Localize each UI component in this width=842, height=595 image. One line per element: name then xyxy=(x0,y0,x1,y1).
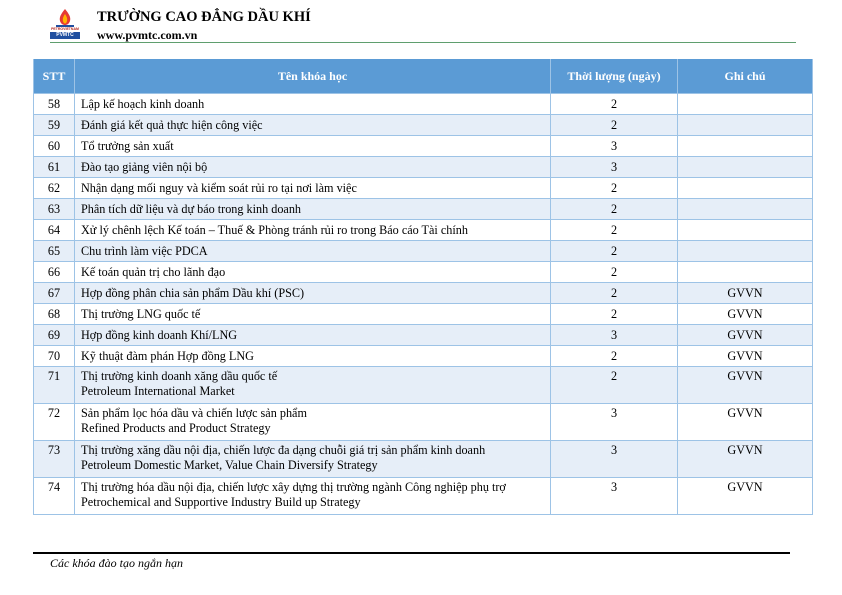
row-course-name xyxy=(75,441,551,478)
row-course-name xyxy=(75,325,551,346)
row-duration: 2 xyxy=(551,94,678,115)
row-stt: 69 xyxy=(34,325,75,346)
row-stt: 72 xyxy=(34,404,75,441)
course-name-line: Hợp đồng kinh doanh Khí/LNG xyxy=(81,328,238,342)
column-header-duration: Thời lượng (ngày) xyxy=(551,59,678,94)
row-course-name xyxy=(75,241,551,262)
row-stt: 67 xyxy=(34,283,75,304)
row-course-name xyxy=(75,404,551,441)
table-row xyxy=(34,441,813,478)
row-note: GVVN xyxy=(678,346,813,367)
table-body xyxy=(34,94,813,515)
row-course-name xyxy=(75,346,551,367)
row-duration: 3 xyxy=(551,478,678,515)
header-divider xyxy=(50,42,796,43)
course-name-line: Petrochemical and Supportive Industry Build up Strategy xyxy=(81,495,361,509)
row-note: GVVN xyxy=(678,441,813,478)
table-row xyxy=(34,199,813,220)
column-header-note: Ghi chú xyxy=(678,59,813,94)
row-note xyxy=(678,220,813,241)
row-course-name xyxy=(75,115,551,136)
school-name: TRƯỜNG CAO ĐẲNG DẦU KHÍ xyxy=(97,9,311,25)
row-note xyxy=(678,241,813,262)
course-name-line: Lập kế hoạch kinh doanh xyxy=(81,97,205,111)
row-duration: 3 xyxy=(551,441,678,478)
row-note: GVVN xyxy=(678,325,813,346)
footer-caption: Các khóa đào tạo ngắn hạn xyxy=(50,556,183,570)
table-row xyxy=(34,478,813,515)
row-note xyxy=(678,199,813,220)
row-duration: 2 xyxy=(551,367,678,404)
row-duration: 3 xyxy=(551,157,678,178)
row-stt: 63 xyxy=(34,199,75,220)
column-header-course-name: Tên khóa học xyxy=(75,59,551,94)
row-course-name xyxy=(75,283,551,304)
table-row xyxy=(34,367,813,404)
table-row xyxy=(34,136,813,157)
row-stt: 71 xyxy=(34,367,75,404)
pvmtc-logo xyxy=(50,7,80,39)
row-note: GVVN xyxy=(678,404,813,441)
row-course-name xyxy=(75,178,551,199)
row-stt: 66 xyxy=(34,262,75,283)
table-row xyxy=(34,404,813,441)
row-note: GVVN xyxy=(678,478,813,515)
row-stt: 62 xyxy=(34,178,75,199)
course-name-line: Phân tích dữ liệu và dự báo trong kinh doanh xyxy=(81,202,302,216)
table-row xyxy=(34,178,813,199)
page-header xyxy=(50,7,800,43)
website-link[interactable]: www.pvmtc.com.vn xyxy=(97,28,198,42)
course-name-line: Đánh giá kết quả thực hiện công việc xyxy=(81,118,263,132)
table-row xyxy=(34,115,813,136)
row-duration: 3 xyxy=(551,404,678,441)
row-duration: 2 xyxy=(551,283,678,304)
row-duration: 3 xyxy=(551,325,678,346)
course-name-line: Kế toán quản trị cho lãnh đạo xyxy=(81,265,226,279)
course-name-line: Thị trường kinh doanh xăng dầu quốc tế xyxy=(81,369,278,383)
row-stt: 68 xyxy=(34,304,75,325)
row-course-name xyxy=(75,304,551,325)
row-course-name xyxy=(75,367,551,404)
row-duration: 2 xyxy=(551,241,678,262)
table-row xyxy=(34,241,813,262)
logo-top-text: PETROVIETNAM xyxy=(51,27,79,31)
row-stt: 64 xyxy=(34,220,75,241)
row-stt: 58 xyxy=(34,94,75,115)
row-note: GVVN xyxy=(678,367,813,404)
row-stt: 70 xyxy=(34,346,75,367)
row-note xyxy=(678,157,813,178)
table-row xyxy=(34,304,813,325)
table-header-row xyxy=(34,59,813,94)
row-stt: 60 xyxy=(34,136,75,157)
row-course-name xyxy=(75,199,551,220)
row-note xyxy=(678,115,813,136)
course-table xyxy=(33,59,813,515)
row-duration: 2 xyxy=(551,178,678,199)
row-stt: 65 xyxy=(34,241,75,262)
table-row xyxy=(34,283,813,304)
course-name-line: Xử lý chênh lệch Kế toán – Thuế & Phòng tránh rủi ro trong Báo cáo Tài chính xyxy=(81,223,468,237)
row-course-name xyxy=(75,94,551,115)
course-name-line: Petroleum Domestic Market, Value Chain Diversify Strategy xyxy=(81,458,378,472)
row-note: GVVN xyxy=(678,283,813,304)
row-duration: 2 xyxy=(551,199,678,220)
table-row xyxy=(34,157,813,178)
row-duration: 2 xyxy=(551,220,678,241)
course-name-line: Chu trình làm việc PDCA xyxy=(81,244,208,258)
flame-icon xyxy=(53,8,77,28)
row-duration: 2 xyxy=(551,346,678,367)
row-duration: 2 xyxy=(551,304,678,325)
row-course-name xyxy=(75,478,551,515)
row-duration: 3 xyxy=(551,136,678,157)
logo-bottom-text: PVMTC xyxy=(50,32,80,39)
table-row xyxy=(34,94,813,115)
row-note xyxy=(678,178,813,199)
row-note xyxy=(678,262,813,283)
course-name-line: Đào tạo giảng viên nội bộ xyxy=(81,160,208,174)
course-name-line: Sản phẩm lọc hóa dầu và chiến lược sản phẩm xyxy=(81,406,307,420)
course-name-line: Thị trường hóa dầu nội địa, chiến lược xây dựng thị trường ngành Công nghiệp phụ trợ xyxy=(81,480,506,494)
column-header-stt: STT xyxy=(34,59,75,94)
course-name-line: Thị trường LNG quốc tế xyxy=(81,307,201,321)
table-row xyxy=(34,325,813,346)
row-course-name xyxy=(75,220,551,241)
table-row xyxy=(34,262,813,283)
row-course-name xyxy=(75,262,551,283)
course-name-line: Refined Products and Product Strategy xyxy=(81,421,271,435)
row-stt: 74 xyxy=(34,478,75,515)
row-course-name xyxy=(75,136,551,157)
course-name-line: Petroleum International Market xyxy=(81,384,235,398)
row-stt: 59 xyxy=(34,115,75,136)
row-course-name xyxy=(75,157,551,178)
table-row xyxy=(34,346,813,367)
course-name-line: Tổ trưởng sản xuất xyxy=(81,139,174,153)
row-duration: 2 xyxy=(551,262,678,283)
course-name-line: Nhận dạng mối nguy và kiểm soát rủi ro tại nơi làm việc xyxy=(81,181,357,195)
course-name-line: Hợp đồng phân chia sản phẩm Dầu khí (PSC) xyxy=(81,286,305,300)
row-stt: 73 xyxy=(34,441,75,478)
row-duration: 2 xyxy=(551,115,678,136)
row-stt: 61 xyxy=(34,157,75,178)
footer-divider xyxy=(33,552,790,554)
course-name-line: Thị trường xăng dầu nội địa, chiến lược đa dạng chuỗi giá trị sản phẩm kinh doanh xyxy=(81,443,486,457)
row-note: GVVN xyxy=(678,304,813,325)
row-note xyxy=(678,136,813,157)
row-note xyxy=(678,94,813,115)
table-row xyxy=(34,220,813,241)
course-name-line: Kỹ thuật đàm phán Hợp đồng LNG xyxy=(81,349,254,363)
